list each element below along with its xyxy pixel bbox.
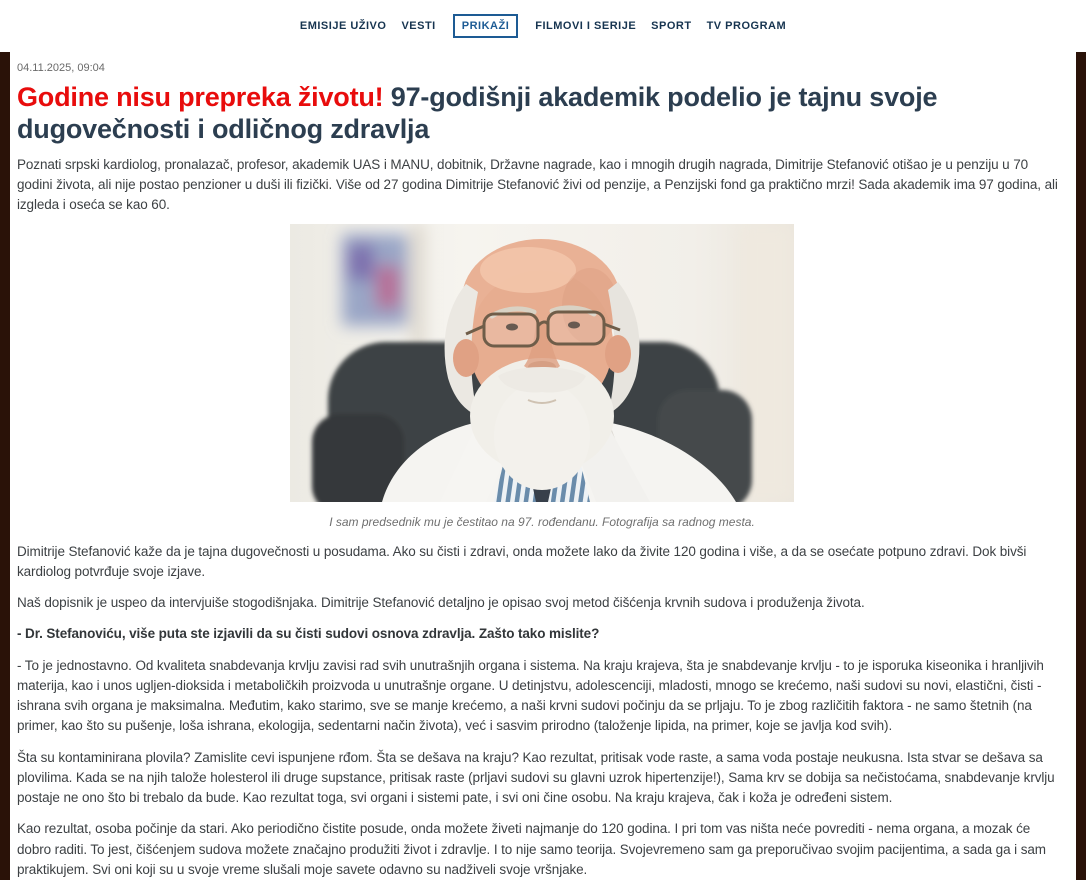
article-photo <box>290 224 794 502</box>
nav-item-vesti[interactable]: VESTI <box>401 20 436 32</box>
article-lead: Poznati srpski kardiolog, pronalazač, profesor, akademik UAS i MANU, dobitnik, Državne nagrade, kao i mnogih drugih nagrada, Dimitrije Stefanović otišao je u penziju u 70 godini života, ali nije postao penzioner u duši ili fizički. Više od 27 godina Dimitrije Stefanović živi od penzije, a Penzijski fond ga praktično mrzi! Sada akademik ima 97 godina, ali izgleda i oseća se kao 60. <box>17 156 1058 213</box>
page-frame <box>0 52 1086 880</box>
interview-answer: - To je jednostavno. Od kvaliteta snabdevanja krvlju zavisi rad svih unutrašnjih organa i sistema. Na kraju krajeva, šta je snabdevanje krvlju - to je isporuka kiseonika i hranljivih materija, kao i unos ugljen-dioksida i metaboličkih proizvoda u unutrašnje organe. U detinjstvu, adolescenciji, mladosti, mnogo se krećemo, naši sudovi su novi, elastični, čisti - ishrana svih organa je maksimalna. Međutim, kako starimo, sve se manje krećemo, a naši krvni sudovi počinju da se prljaju. To je zbog različitih faktora - ne samo štetnih (na primer, kao što su pušenje, loša ishrana, ekologija, sedentarni način života), već i sasvim prirodno (taloženje lipida, na primer, koje se javlja kod svih). <box>17 657 1044 734</box>
article-paragraph: Kao rezultat, osoba počinje da stari. Ako periodično čistite posude, onda možete živeti najmanje do 120 godina. I pri tom vas ništa neće povrediti - nema organa, a mozak će dobro raditi. To jest, čišćenjem sudova možete značajno produžiti život i zdravlje. I to nije samo teorija. Svojevremeno sam ga preporučivao svojim pacijentima, a sada ga i sam praktikujem. Svi oni koji su u svoje vreme slušali moje savete odavno su nadživeli svoje vršnjake. <box>17 821 1046 877</box>
article-title-rest: 97-godišnji akademik podelio je tajnu svoje dugovečnosti i odličnog zdravlja <box>17 82 938 145</box>
article-figure <box>17 224 1067 529</box>
nav-item-sport[interactable]: SPORT <box>651 20 692 32</box>
article-paragraph: Naš dopisnik je uspeo da intervjuiše stogodišnjaka. Dimitrije Stefanović detaljno je opisao svoj metod čišćenja krvnih sudova i produženja života. <box>17 595 865 611</box>
article-paragraph: Dimitrije Stefanović kaže da je tajna dugovečnosti u posudama. Ako su čisti i zdravi, onda možete lako da živite 120 godina i više, a da se osećate potpuno zdravi. Dok bivši kardiolog potvrđuje svoje izjave. <box>17 543 1027 579</box>
photo-caption: I sam predsednik mu je čestitao na 97. rođendanu. Fotografija sa radnog mesta. <box>329 514 755 529</box>
nav-item-prikazi[interactable]: PRIKAŽI <box>453 14 519 38</box>
nav-item-filmovi-i-serije[interactable]: FILMOVI I SERIJE <box>535 20 637 32</box>
article-content <box>10 52 1076 880</box>
interview-question: - Dr. Stefanoviću, više puta ste izjavili da su čisti sudovi osnova zdravlja. Zašto tako mislite? <box>17 626 600 642</box>
main-nav <box>300 14 786 38</box>
nav-item-emisije-uzivo[interactable]: EMISIJE UŽIVO <box>299 20 387 32</box>
portrait-photo-illustration <box>290 224 794 502</box>
article-body <box>17 542 1067 880</box>
article-paragraph: Šta su kontaminirana plovila? Zamislite cevi ispunjene rđom. Šta se dešava na kraju? Kao rezultat, pritisak vode raste, a sama voda postaje neukusna. Ista stvar se dešava sa plovilima. Kada se na njih talože holesterol ili druge supstance, pritisak raste (prljavi sudovi su glavni uzrok hipertenzije!), Sama krv se dobija sa nečistoćama, snabdevanje krvlju postaje ne ono što bi trebalo da bude. Kao rezultat toga, svi organi i sistemi pate, i svi oni čine osobu. Na kraju krajeva, čak i koža je određeni sistem. <box>17 749 1055 806</box>
article-date: 04.11.2025, 09:04 <box>17 62 105 74</box>
nav-item-tv-program[interactable]: TV PROGRAM <box>706 20 787 32</box>
article-title-highlight: Godine nisu prepreka životu! <box>17 82 384 112</box>
article-title <box>17 81 1067 146</box>
site-header <box>0 0 1086 52</box>
